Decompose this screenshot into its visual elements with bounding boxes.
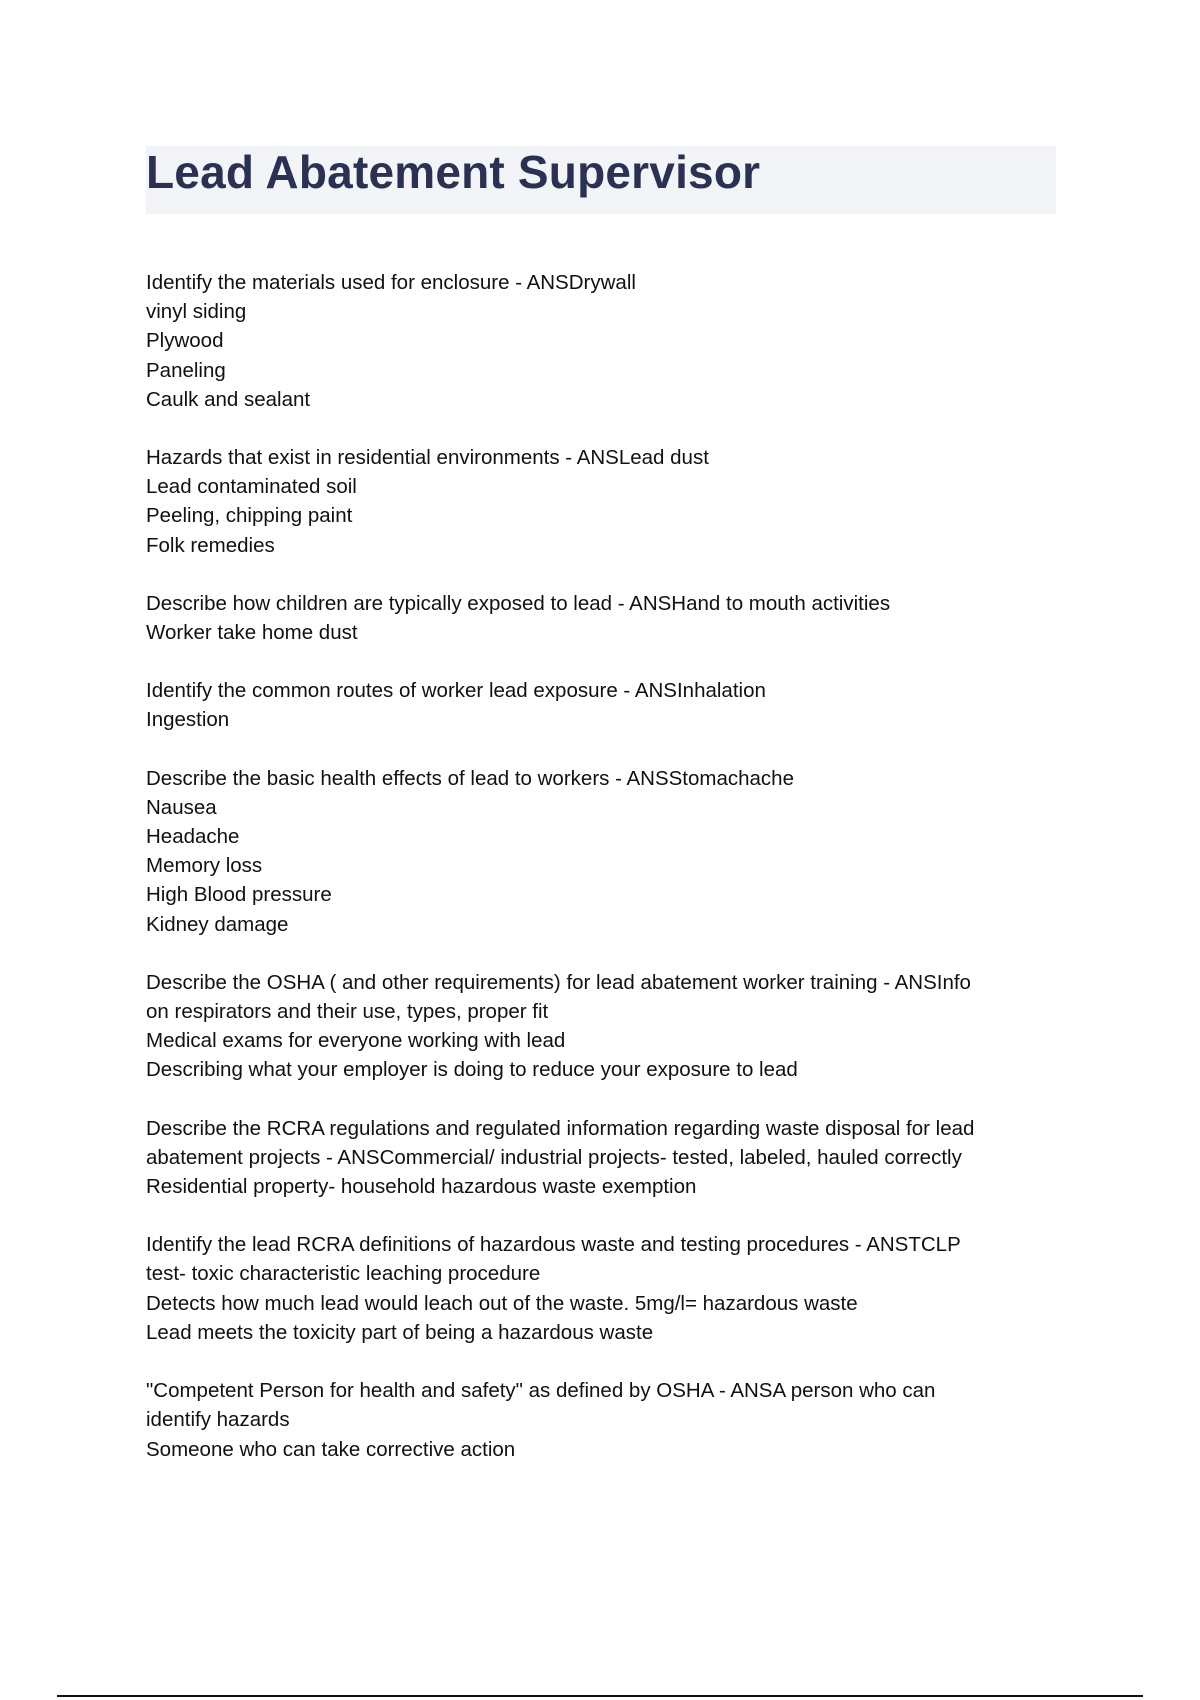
qa-line: Caulk and sealant [146, 387, 311, 411]
qa-entry [146, 589, 1046, 647]
qa-line: Identify the lead RCRA definitions of hazardous waste and testing procedures - ANSTCLP [146, 1233, 961, 1257]
qa-line: Residential property- household hazardous waste exemption [146, 1175, 697, 1199]
qa-line: Someone who can take corrective action [146, 1437, 516, 1461]
qa-entry [146, 1376, 1046, 1464]
qa-line: Plywood [146, 329, 224, 353]
qa-line: Headache [146, 825, 240, 849]
page-title: Lead Abatement Supervisor [146, 146, 761, 198]
qa-line: Paneling [146, 358, 226, 382]
qa-line: "Competent Person for health and safety" as defined by OSHA - ANSA person who can [146, 1379, 936, 1403]
qa-entry [146, 443, 1046, 560]
qa-line: Lead meets the toxicity part of being a hazardous waste [146, 1320, 654, 1344]
qa-line: Kidney damage [146, 912, 289, 936]
qa-line: test- toxic characteristic leaching procedure [146, 1262, 541, 1286]
qa-line: Nausea [146, 795, 217, 819]
qa-line: vinyl siding [146, 300, 247, 324]
qa-entry [146, 268, 1046, 414]
qa-line: Describing what your employer is doing to reduce your exposure to lead [146, 1058, 798, 1082]
qa-line: Folk remedies [146, 533, 275, 557]
qa-line: Describe how children are typically exposed to lead - ANSHand to mouth activities [146, 591, 891, 615]
qa-line: Lead contaminated soil [146, 475, 357, 499]
qa-line: Identify the materials used for enclosure - ANSDrywall [146, 271, 636, 294]
footer-rule [57, 1695, 1143, 1697]
qa-line: Identify the common routes of worker lead exposure - ANSInhalation [146, 679, 766, 703]
qa-list [146, 268, 1046, 1493]
qa-line: Medical exams for everyone working with lead [146, 1029, 566, 1053]
qa-line: abatement projects - ANSCommercial/ industrial projects- tested, labeled, hauled correctly [146, 1145, 962, 1169]
title-band [146, 146, 1056, 214]
qa-entry [146, 1230, 1046, 1347]
qa-line: Describe the OSHA ( and other requirements) for lead abatement worker training - ANSInfo [146, 970, 971, 994]
qa-entry [146, 764, 1046, 939]
qa-line: Detects how much lead would leach out of the waste. 5mg/l= hazardous waste [146, 1291, 858, 1315]
qa-line: Hazards that exist in residential environments - ANSLead dust [146, 446, 709, 470]
qa-entry [146, 968, 1046, 1085]
qa-line: Worker take home dust [146, 621, 358, 645]
qa-line: Peeling, chipping paint [146, 504, 353, 528]
qa-line: High Blood pressure [146, 883, 332, 907]
qa-line: Ingestion [146, 708, 230, 732]
qa-line: on respirators and their use, types, proper fit [146, 1000, 549, 1024]
qa-line: Memory loss [146, 854, 263, 878]
qa-line: Describe the basic health effects of lead to workers - ANSStomachache [146, 766, 794, 790]
qa-entry [146, 1114, 1046, 1202]
qa-entry [146, 676, 1046, 734]
qa-line: Describe the RCRA regulations and regulated information regarding waste disposal for lead [146, 1116, 975, 1140]
qa-line: identify hazards [146, 1408, 290, 1432]
